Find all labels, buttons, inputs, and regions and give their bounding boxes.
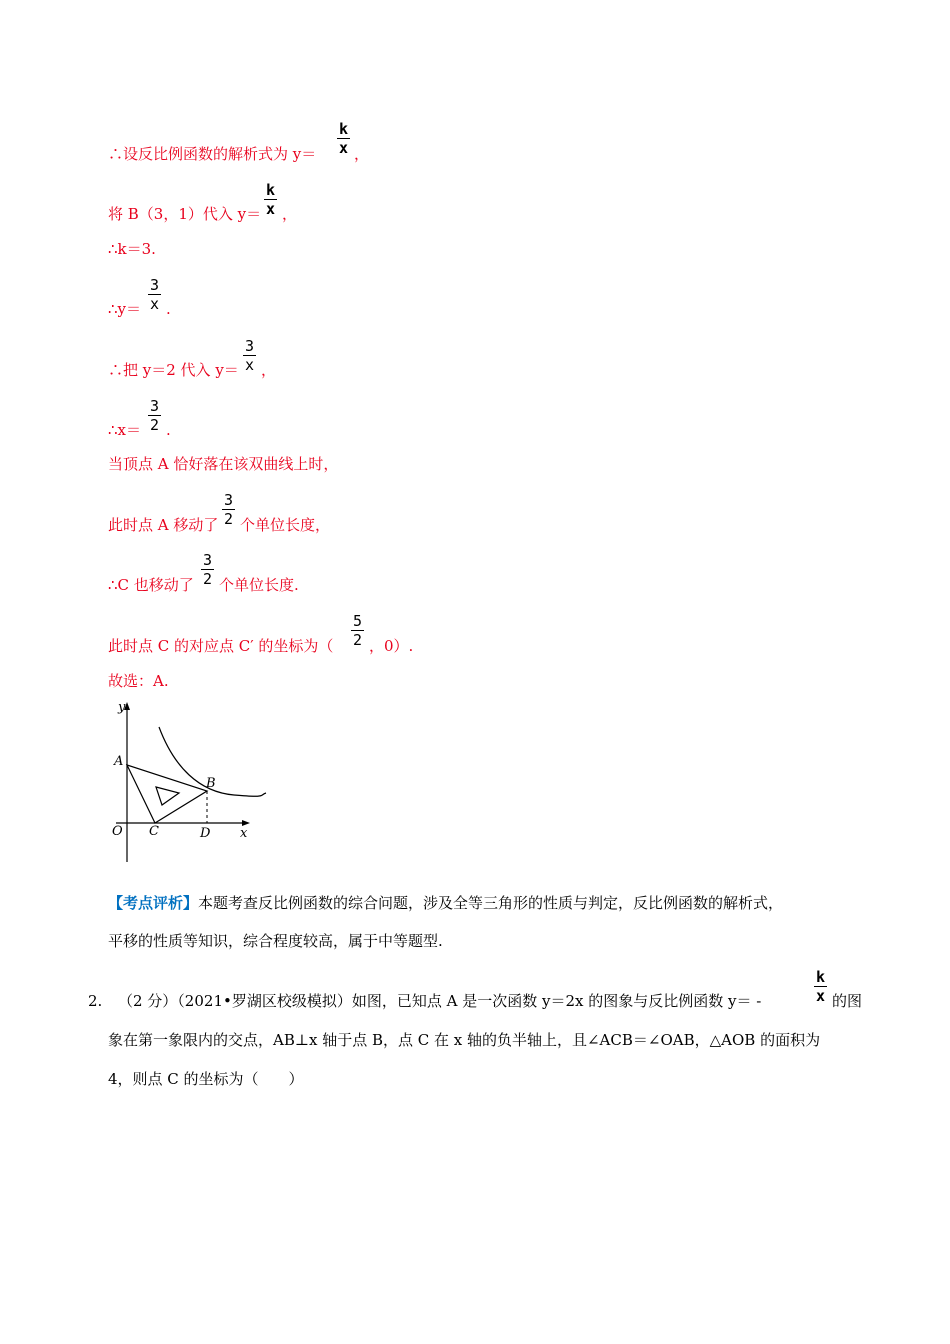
solution-text: ∴k＝3. (108, 240, 156, 258)
solution-line-9 (108, 576, 194, 594)
numerator: 3 (150, 397, 160, 415)
numerator: k (266, 181, 276, 199)
label-x: x (240, 826, 248, 841)
geometry-figure (104, 697, 274, 867)
numerator: 5 (353, 612, 363, 630)
question-line-2 (108, 1031, 820, 1049)
label-a: A (114, 754, 124, 769)
question-num-text: 2. (88, 992, 103, 1010)
solution-text: 故选：A. (108, 672, 169, 690)
solution-line-6-end (166, 421, 171, 439)
solution-line-10 (108, 637, 333, 655)
analysis-line-2 (108, 932, 443, 950)
numerator: k (339, 120, 349, 138)
solution-text: ，0）. (369, 637, 414, 655)
question-text: 象在第一象限内的交点，AB⊥x 轴于点 B，点 C 在 x 轴的负半轴上，且∠ACB＝∠OAB，△AOB 的面积为 (108, 1031, 821, 1049)
solution-line-1-end (354, 145, 369, 163)
denominator: 2 (203, 570, 213, 588)
question-line-3 (108, 1070, 304, 1088)
punctuation: . (166, 300, 171, 318)
triangle-abc (127, 765, 207, 823)
solution-line-10-end (369, 637, 413, 655)
solution-line-6 (108, 421, 141, 439)
denominator: x (266, 200, 276, 218)
solution-line-4 (108, 300, 141, 318)
fraction-k-over-x (264, 181, 277, 218)
solution-line-11 (108, 672, 169, 690)
question-line-1 (118, 992, 761, 1010)
fraction-3-over-2 (222, 491, 235, 528)
solution-line-1 (108, 145, 316, 163)
solution-text: 当顶点 A 恰好落在该双曲线上时， (108, 455, 339, 473)
solution-line-9-end (219, 576, 299, 594)
label-b: B (206, 776, 216, 791)
denominator: x (339, 139, 349, 157)
punctuation: ， (261, 361, 277, 379)
inner-triangle (156, 787, 179, 805)
analysis-tag: 【考点评析】 (108, 894, 199, 912)
solution-text: 个单位长度. (219, 576, 299, 594)
numerator: 3 (224, 491, 234, 509)
solution-line-4-end (166, 300, 171, 318)
question-line-1-end (832, 992, 862, 1010)
solution-text: ∴C 也移动了 (108, 576, 194, 594)
solution-text: 此时点 C 的对应点 C′ 的坐标为（ (108, 637, 334, 655)
solution-line-5-end (261, 361, 276, 379)
solution-line-8-end (240, 516, 330, 534)
numerator: 3 (150, 276, 160, 294)
solution-text: 将 B（3，1）代入 y＝ (108, 205, 262, 223)
label-d: D (200, 826, 211, 841)
solution-line-2-end (282, 205, 297, 223)
solution-line-3 (108, 240, 156, 258)
solution-text: 此时点 A 移动了 (108, 516, 219, 534)
solution-line-2 (108, 205, 261, 223)
analysis-text: 平移的性质等知识，综合程度较高，属于中等题型. (108, 932, 443, 950)
fraction-3-over-2 (148, 397, 161, 434)
label-o: O (112, 824, 123, 839)
label-c: C (149, 824, 159, 839)
punctuation: ， (354, 145, 370, 163)
denominator: x (816, 987, 826, 1005)
solution-text: ∴y＝ (108, 300, 142, 318)
fraction-k-over-x (814, 968, 827, 1005)
denominator: x (245, 356, 255, 374)
fraction-3-over-2 (201, 551, 214, 588)
numerator: k (816, 968, 826, 986)
denominator: x (150, 295, 160, 313)
solution-text: ∴把 y＝2 代入 y＝ (108, 361, 239, 379)
solution-line-7 (108, 455, 338, 473)
denominator: 2 (353, 631, 363, 649)
question-text: （2 分）（2021•罗湖区校级模拟）如图，已知点 A 是一次函数 y＝2x 的图象与反比例函数 y＝ - (118, 992, 762, 1010)
solution-line-8 (108, 516, 218, 534)
label-y: y (118, 700, 126, 715)
fraction-k-over-x (337, 120, 350, 157)
denominator: 2 (150, 416, 160, 434)
punctuation: . (166, 421, 171, 439)
solution-text: ∴设反比例函数的解析式为 y＝ (108, 145, 317, 163)
denominator: 2 (224, 510, 234, 528)
question-text: 的图 (832, 992, 863, 1010)
punctuation: ， (282, 205, 298, 223)
question-text: 4，则点 C 的坐标为（ ） (108, 1070, 304, 1088)
analysis-text: 本题考查反比例函数的综合问题，涉及全等三角形的性质与判定，反比例函数的解析式， (198, 894, 784, 912)
fraction-3-over-x (243, 337, 256, 374)
fraction-5-over-2 (351, 612, 364, 649)
solution-text: 个单位长度， (240, 516, 331, 534)
solution-text: ∴x＝ (108, 421, 142, 439)
numerator: 3 (203, 551, 213, 569)
question-number (88, 992, 102, 1010)
fraction-3-over-x (148, 276, 161, 313)
solution-line-5 (108, 361, 239, 379)
analysis-line-1 (108, 894, 783, 912)
numerator: 3 (245, 337, 255, 355)
